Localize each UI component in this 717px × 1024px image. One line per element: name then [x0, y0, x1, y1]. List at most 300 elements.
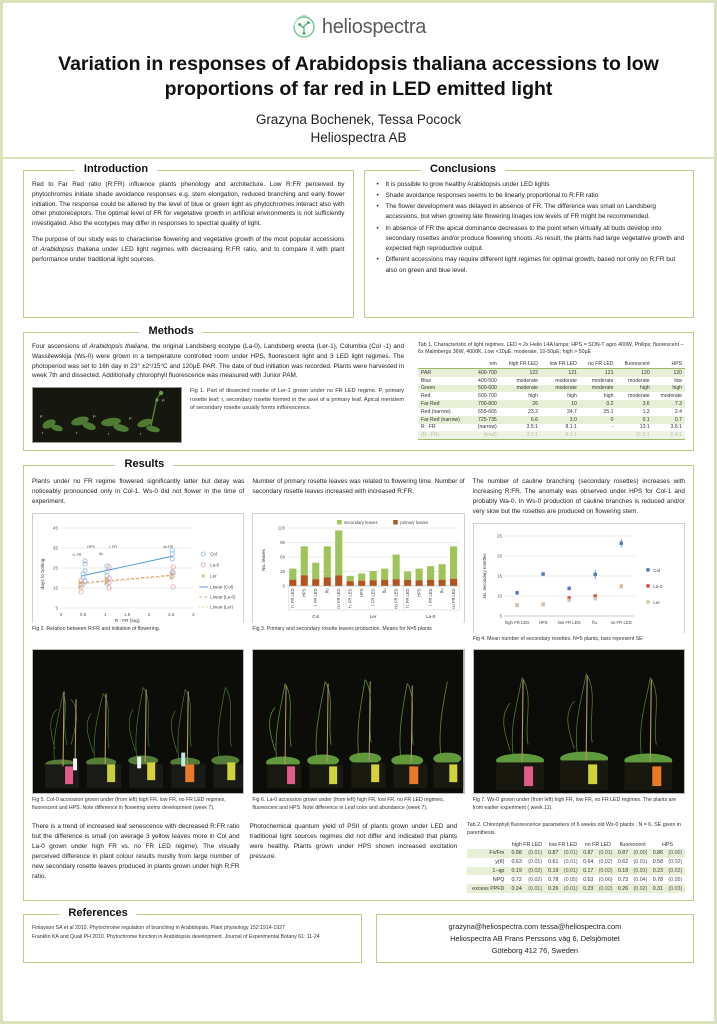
data-point — [567, 587, 570, 590]
table-cell-se: (0.01) — [563, 859, 578, 866]
col-header: no FR LED — [580, 360, 617, 369]
table-cell-value: 0.78 — [652, 876, 664, 883]
svg-text:Ler: Ler — [370, 614, 377, 620]
svg-text:l. FR LED: l. FR LED — [370, 588, 376, 607]
table-cell-se: (0.02) — [598, 859, 613, 866]
data-point — [567, 599, 570, 602]
svg-text:120: 120 — [278, 525, 286, 531]
col-0-plants-photo — [32, 649, 244, 794]
table-cell-se: (0.01) — [596, 849, 615, 858]
table-cell-se: (0.01) — [525, 849, 546, 858]
table-header-row — [467, 840, 685, 849]
conclusions-section — [364, 162, 695, 318]
bar-secondary — [290, 569, 297, 580]
tab2-wrap — [467, 822, 685, 893]
results-wrap — [3, 451, 714, 901]
results-section — [23, 458, 694, 901]
svg-text:P: P — [129, 416, 132, 422]
table-cell: high — [528, 393, 538, 400]
results-column-1 — [32, 477, 244, 643]
table-cell-se: (0.01) — [633, 859, 648, 866]
table-cell-se: (0.02) — [668, 859, 683, 866]
table-cell-value: 0.87 — [546, 849, 562, 858]
fig2-caption: Fig 2. Relation between R:FR and initiation of flowering. — [32, 626, 161, 633]
table-cell: 1.3 — [642, 408, 650, 415]
table-cell-value: 0.72 — [511, 876, 522, 883]
table-cell-value: 0.23 — [650, 867, 666, 876]
table-cell-se: (0.01) — [528, 859, 543, 866]
fig5-caption: Fig 5. Col-0 accession grown under (from left) high FR, low FR, no FR LED regimes, fluorescent and HPS. Note difference in flowering stems development (week 7). — [32, 797, 226, 811]
svg-text:Ler: Ler — [210, 573, 217, 579]
table-cell: 6.6 — [500, 416, 541, 424]
methods-text-pre: Four ascensions of — [32, 342, 90, 350]
svg-text:R : FR (log): R : FR (log) — [114, 619, 140, 625]
svg-text:flu: flu — [324, 588, 330, 594]
tab1-light-regimes-table — [418, 360, 685, 440]
results-col1-text: Plants under no FR regime flowered significantly latter but delay was noticeably pronounced only in Col-1. Ws-0 did not flower in the time of experiment. — [32, 478, 245, 506]
col-header: low FR LED — [541, 360, 580, 369]
svg-text:45: 45 — [52, 525, 59, 531]
footer-row — [3, 901, 714, 964]
table-cell: 6.4:1 — [653, 431, 685, 439]
svg-text:HPS: HPS — [359, 588, 365, 598]
fig4-caption: Fig 4. Mean number of secondary rosettes. N=5 plants, bars represent SE — [472, 636, 643, 643]
bar-secondary — [324, 547, 331, 578]
svg-text:15: 15 — [496, 573, 502, 579]
results-heading: Results — [116, 458, 174, 470]
table-cell: moderate — [555, 377, 577, 384]
table-cell-value: 0.73 — [617, 876, 629, 883]
table-row-label: Fv/Fm — [467, 849, 508, 858]
svg-text:secondary leaves: secondary leaves — [344, 520, 378, 526]
bar-primary — [313, 580, 320, 587]
svg-text:5: 5 — [55, 605, 59, 611]
table-row — [418, 369, 685, 377]
methods-heading: Methods — [140, 325, 203, 337]
table-row — [467, 867, 685, 876]
table-cell-se: (0.02) — [525, 867, 546, 876]
table-cell: high — [567, 393, 577, 400]
table-cell: Far Red (narrow) — [418, 416, 470, 424]
table-cell: 24.7 — [566, 408, 577, 415]
svg-text:l. FR: l. FR — [109, 545, 117, 550]
table-cell: moderate — [580, 385, 617, 393]
table-cell: Blue — [421, 377, 432, 384]
affiliation: Heliospectra AB — [310, 129, 407, 145]
table-cell: high — [603, 393, 614, 400]
list-item: • In absence of FR the apical dominance decreases to the point when virtually all buds develop into secondary rosettes and/or produce flowering shoots. As result, the plants had large vegetative growth and expected high reproductive output. — [386, 224, 686, 255]
fig2-chart — [32, 513, 244, 623]
table-cell: 11.5:1 — [616, 431, 652, 439]
table-cell: low — [674, 377, 682, 384]
svg-text:Col: Col — [210, 551, 217, 557]
bar-primary — [290, 580, 297, 586]
methods-text — [32, 342, 404, 382]
svg-text:high FR LED: high FR LED — [504, 620, 530, 626]
svg-text:30: 30 — [280, 569, 286, 575]
svg-text:Linear (Col): Linear (Col) — [210, 584, 234, 590]
table-row — [467, 849, 685, 858]
list-item: • Different accessions may require different light regimes for optimal growth, based not only on R:FR but also on green and blue level. — [386, 255, 686, 276]
table-cell-value: 0.63 — [511, 859, 522, 866]
col-header: fluorescent — [616, 360, 652, 369]
table-cell: Red (narrow) — [421, 408, 451, 415]
poster-header — [3, 3, 714, 159]
bar-primary — [439, 580, 446, 586]
intro-p2-post: under LED light regimes with decreasing R:FR ratio, and to compare it with plant performance under traditional light sources. — [32, 246, 345, 264]
table-cell-value: 0.19 — [546, 867, 562, 876]
table-cell-value: 0.26 — [546, 884, 562, 893]
svg-text:Linear (Ler): Linear (Ler) — [210, 604, 233, 610]
table-cell-se: (0.06) — [598, 876, 613, 883]
svg-text:flu.: flu. — [591, 620, 598, 626]
table-cell-value: 0.18 — [615, 867, 631, 876]
table-cell-value: 0.31 — [650, 884, 666, 893]
table-cell: (R : FR) — [418, 431, 470, 439]
col-header: HPS — [662, 841, 674, 848]
table-row-label: y(II) — [495, 859, 505, 866]
table-row — [467, 875, 685, 884]
bar-primary — [404, 580, 411, 586]
bottom-text-left — [32, 822, 240, 893]
svg-text:La-0: La-0 — [426, 614, 436, 620]
svg-text:HPS: HPS — [87, 545, 95, 550]
list-item: • Shade avoidance responses seems to be linearly proportional to R:FR ratio — [386, 191, 686, 201]
fig3-chart — [252, 513, 464, 623]
svg-text:h. FR LED: h. FR LED — [290, 588, 296, 608]
bar-secondary — [336, 531, 343, 576]
table-cell: high — [653, 385, 685, 393]
table-cell: 121 — [580, 369, 617, 377]
svg-text:2.5: 2.5 — [168, 612, 175, 618]
introduction-paragraph-2 — [32, 235, 345, 265]
introduction-paragraph-1: Red to Far Red ratio (R:FR) influence plants phenology and architecture. Low R:FR perceived by phytochromes initiate shade avoidance responses e.g. stem elongation, reduced branching and early flower initiation. The response could be altered by the level of blue or green light as phytochromes interact also with other photoreceptors. The optimal level of FR for vegetative growth in artificial environments is not sufficiently investigated. Also the ecotypes may differ in responses to spectral quality of light. — [32, 180, 345, 228]
table-cell: 120 — [616, 369, 652, 377]
table-cell: 8.1:1 — [565, 424, 577, 431]
fig4-svg — [474, 524, 684, 634]
svg-text:3: 3 — [191, 612, 195, 618]
contact-address-line-1: Heliospectra AB Frans Perssons väg 6, Delsjömotet — [450, 933, 620, 943]
svg-text:P: P — [93, 414, 96, 420]
brand-name: heliospectra — [321, 15, 427, 38]
table-cell: 2.4 — [674, 408, 682, 415]
intro-p2-pre: The purpose of our study was to characterise flowering and vegetative growth of the most popular accessions of — [32, 236, 345, 254]
fluorescence-text: Photochemical quantum yield of PSII of plants grown under LED and traditional light sources regimes did not differ and indicated that plants were healthy. Plants grown under HPS shown increased excitation pressure. — [249, 822, 458, 860]
brand-logo — [3, 12, 714, 42]
introduction-section — [23, 162, 354, 318]
table-cell: 3.0 — [541, 416, 580, 424]
table-cell: - — [580, 431, 617, 439]
senescence-text: There is a trend of increased leaf senescence with decreased R:FR ratio but the difference is small (on average 3 yellow leaves more in Col and La-0 grown under high FR vs. no FR LED regime). The visually perceived difference in plant colour results mostly from large number of new secondary rosette leaves produced in plants grown under high R:FR ratio. — [32, 822, 240, 880]
svg-text:1: 1 — [103, 612, 107, 618]
table-row-label: NPQ — [492, 876, 505, 883]
table-cell-se: (0.01) — [525, 884, 546, 893]
bar-secondary — [370, 571, 377, 580]
table-cell: - — [611, 424, 614, 431]
svg-text:No. leaves: No. leaves — [261, 549, 267, 572]
col-header: low FR LED — [548, 841, 578, 848]
table-cell: moderate — [516, 377, 538, 384]
svg-text:25: 25 — [52, 565, 59, 571]
bottom-row — [32, 812, 685, 893]
table-cell-value: 0.63 — [583, 876, 594, 883]
contact-section — [376, 914, 694, 964]
table-row — [418, 385, 685, 393]
data-point — [619, 585, 622, 588]
svg-text:20: 20 — [496, 553, 502, 559]
svg-text:h. FR LED: h. FR LED — [347, 588, 353, 608]
table-cell-value: 0.19 — [508, 867, 525, 876]
photo-cell-fig6 — [252, 649, 464, 812]
tab2-caption: Tab 2. Chlorophyll fluorescence parameters of 6 weeks old Ws-0 plants . N = 6, SE given in parenthesis. — [467, 821, 681, 836]
references-section — [23, 906, 362, 964]
table-cell-se: (0.01) — [561, 849, 580, 858]
table-cell: 0.1 — [616, 416, 652, 424]
svg-text:P: P — [40, 414, 43, 420]
table-cell-value: 0.86 — [650, 849, 666, 858]
bar-secondary — [427, 567, 434, 581]
svg-text:l. FR LED: l. FR LED — [428, 588, 434, 607]
table-cell-value: 0.88 — [508, 849, 525, 858]
bar-secondary — [347, 576, 354, 581]
bar-primary — [336, 576, 343, 587]
photo-row — [32, 643, 685, 812]
bar-secondary — [416, 569, 423, 581]
authors: Grazyna Bochenek, Tessa Pocock — [255, 111, 462, 127]
data-point — [515, 604, 518, 607]
photo-cell-fig7 — [473, 649, 685, 812]
heliospectra-leaf-circuit-logo-icon — [291, 14, 317, 40]
table-cell: 26 — [500, 400, 541, 408]
table-cell: 3.5:1 — [526, 424, 538, 431]
svg-text:0.5: 0.5 — [79, 612, 87, 618]
svg-text:0: 0 — [59, 612, 63, 618]
conclusions-heading: Conclusions — [421, 163, 505, 175]
photo-cell-fig5 — [32, 649, 244, 812]
table-cell-se: (0.05) — [668, 876, 683, 883]
ws-0-plants-photo — [473, 649, 685, 794]
bar-primary — [301, 576, 308, 587]
table-cell-se: (0.02) — [666, 867, 685, 876]
svg-text:no FR LED: no FR LED — [451, 588, 457, 610]
page-title: Variation in responses of Arabidopsis thaliana accessions to low proportions of far red in LED emitted light — [58, 53, 659, 101]
bar-secondary — [301, 547, 308, 576]
svg-text:flu: flu — [99, 552, 104, 557]
contact-emails[interactable]: grazyna@heliospectra.com tessa@heliospectra.com — [448, 921, 622, 931]
intro-conclusions-row — [3, 159, 714, 318]
table-cell: 23.2 — [528, 408, 538, 415]
bar-secondary — [358, 574, 365, 581]
table-header-row — [418, 360, 685, 369]
table-cell-se: (0.05) — [563, 876, 578, 883]
table-cell: 0.7 — [653, 416, 685, 424]
svg-text:No. secondary rosettes: No. secondary rosettes — [481, 553, 487, 599]
table-cell: 122 — [500, 369, 541, 377]
table-cell: 7.3 — [653, 400, 685, 408]
table-cell-se: (0.02) — [631, 884, 650, 893]
table-cell: 121 — [541, 369, 580, 377]
table-cell-se: (0.02) — [596, 884, 615, 893]
col-header — [418, 360, 470, 369]
table-cell-se: (0.01) — [561, 867, 580, 876]
table-row — [418, 392, 685, 400]
svg-text:25: 25 — [496, 533, 502, 539]
tab2-chlorophyll-table — [467, 840, 685, 893]
table-cell: moderate — [591, 377, 614, 384]
svg-text:Linear (La-0): Linear (La-0) — [210, 594, 236, 600]
svg-text:no FR LED: no FR LED — [393, 588, 399, 610]
results-column-3 — [473, 477, 685, 643]
table-row-label: excess PPFD — [467, 884, 508, 893]
table-cell: moderate — [500, 385, 541, 393]
table-cell: 8.1:1 — [541, 431, 580, 439]
table-row — [418, 408, 685, 416]
data-point — [541, 572, 544, 575]
svg-text:flu: flu — [439, 588, 445, 594]
table-cell: 500-600 — [470, 385, 499, 393]
fig4-chart — [473, 523, 685, 633]
table-row-label: 1−qp — [467, 867, 508, 876]
table-cell: 13:1 — [639, 424, 650, 431]
svg-text:P: P — [162, 398, 165, 404]
table-cell: moderate — [628, 393, 650, 400]
table-cell-se: (0.00) — [666, 849, 685, 858]
dissected-rosette-photo — [32, 387, 182, 443]
list-item: • It is possible to grow healthy Arabidopsis under LED lights — [386, 180, 686, 190]
data-point — [515, 591, 518, 594]
table-cell-value: 0.87 — [615, 849, 631, 858]
col-header — [467, 840, 508, 849]
table-cell: 0 — [580, 416, 617, 424]
fig3-caption: Fig 3. Primary and secondary rosette leaves production. Means for N=5 plants — [252, 626, 432, 633]
methods-wrap — [3, 318, 714, 452]
results-col3-text: The number of cauline branching (secondary rosettes) increases with increasing R:FR. The anomaly was observed under HPS for Col-1 and probably Wa-0. In Ws-0 production of cauline branches is reduced and/or very slow but the rosettes are produced on flowering stem. — [472, 478, 685, 516]
svg-text:35: 35 — [52, 545, 59, 551]
svg-text:h. FR: h. FR — [72, 553, 82, 558]
table-cell: 655-665 — [478, 408, 497, 415]
fig3-svg — [253, 514, 463, 624]
table-row — [467, 858, 685, 867]
svg-text:5: 5 — [499, 613, 502, 619]
table-cell: (narrow) — [477, 424, 497, 431]
svg-text:Col: Col — [312, 614, 320, 620]
bar-primary — [324, 578, 331, 587]
table-cell-value: 0.62 — [617, 859, 629, 866]
table-cell: moderate — [628, 377, 650, 384]
table-row — [418, 377, 685, 385]
col-header: nm — [470, 360, 499, 369]
table-cell-se: (0.01) — [561, 884, 580, 893]
svg-text:10: 10 — [496, 593, 502, 599]
bar-primary — [427, 580, 434, 586]
svg-text:h. FR LED: h. FR LED — [405, 588, 411, 608]
table-cell: R : FR — [421, 424, 436, 431]
fig7-caption: Fig 7. Ws-0 grown under (from left) high FR, low FR, no FR LED regimes. The plants are from earlier experiment ( week 11). — [472, 797, 677, 811]
table-cell: (total) — [470, 431, 499, 439]
table-cell: 25.1 — [603, 408, 614, 415]
methods-text-post: , the original Landsberg ecotype (La-0), Landsberg erecta (Ler-1), Columbia (Col -1) and Wassilewskija (Ws-0) were grown in a temperature controlled room under HPS, fluorescent light and 3 LED light regimes. The photoperiod was set to 16h day in 23° ±2°/15°C and 120µE PAR. The date of bud initiation was recorded. Plants were harvested in week 7th and dissected. Additionally chlorophyll fluorescence was measured with Junior PAM. — [32, 342, 404, 380]
bar-secondary — [313, 563, 320, 579]
svg-text:HPS: HPS — [302, 588, 308, 598]
contact-address-line-2: Göteborg 412 76, Sweden — [491, 945, 579, 955]
svg-text:1.5: 1.5 — [123, 612, 131, 618]
table-cell-value: 0.17 — [580, 867, 596, 876]
bar-primary — [370, 581, 377, 587]
fig6-caption: Fig 6. La-0 accession grown under (from left) high FR, low FR, no FR LED regimes, fluorescent and HPS. Note difference in Leaf color and abundance (week 7). — [252, 797, 445, 811]
table-cell-se: (0.03) — [666, 884, 685, 893]
introduction-heading: Introduction — [75, 163, 157, 175]
reference-item: Franklin KA and Quail PH 2010. Phytochrome function in Arabidopsis development. Journal of Experimental Botany 61: 11-24 — [32, 934, 320, 941]
bar-secondary — [393, 555, 400, 580]
data-point — [593, 573, 596, 576]
intro-p2-italic: Arabidopsis thaliana — [40, 246, 100, 254]
list-item: • The flower development was delayed in absence of FR. The difference was small on Landsberg accessions, but when growing late flowering linages low levels of FR might be recommended. — [386, 202, 686, 223]
results-column-2 — [252, 477, 464, 643]
table-cell: 120 — [653, 369, 685, 377]
table-cell-value: 0.64 — [583, 859, 594, 866]
bar-secondary — [439, 565, 446, 580]
fig2-svg — [33, 514, 243, 624]
table-cell: 700-800 — [470, 400, 499, 408]
bar-primary — [381, 580, 388, 586]
table-cell-se: (0.02) — [596, 867, 615, 876]
table-cell: 600-700 — [478, 393, 497, 400]
svg-text:La-0: La-0 — [210, 562, 220, 568]
la-0-plants-photo — [252, 649, 464, 794]
svg-text:HPS: HPS — [416, 588, 422, 598]
table-cell: 725-735 — [470, 416, 499, 424]
table-cell: 400-700 — [470, 369, 499, 377]
svg-text:2: 2 — [147, 612, 151, 618]
svg-text:r: r — [76, 430, 78, 436]
table-row — [418, 424, 685, 432]
svg-text:La-0: La-0 — [652, 583, 663, 589]
svg-text:low FR LED: low FR LED — [557, 620, 581, 626]
table-cell: 3.2:1 — [500, 431, 541, 439]
table-row — [418, 400, 685, 408]
results-col2-text: Number of primary rosette leaves was related to flowering time. Number of secondary rosette leaves increased with increased R:FR. — [252, 478, 465, 496]
table-row — [467, 884, 685, 893]
bar-primary — [416, 581, 423, 587]
data-point — [541, 603, 544, 606]
table-row — [418, 431, 685, 439]
bar-primary — [347, 582, 354, 587]
table-cell-value: 0.78 — [548, 876, 559, 883]
fig1-caption: Fig 1. Part of dissected rosette of Ler-1 grown under no FR LED regime. P, primary rosette leaf; r, secondary rosette formed in the axel of a primary leaf. Apical meristem of secondary rosette usually forms inflorescence. — [190, 388, 404, 412]
table-cell: 10 — [541, 400, 580, 408]
references-heading: References — [59, 907, 136, 919]
svg-text:l. FR LED: l. FR LED — [313, 588, 319, 607]
bar-primary — [450, 579, 457, 586]
svg-text:r: r — [108, 431, 110, 437]
bar-secondary — [404, 572, 411, 580]
table-cell-se: (0.01) — [631, 867, 650, 876]
col-header: high FR LED — [511, 841, 543, 848]
col-header: no FR LED — [584, 841, 611, 848]
bar-secondary — [450, 547, 457, 579]
svg-text:15: 15 — [52, 585, 59, 591]
svg-text:no FR LED: no FR LED — [610, 620, 632, 626]
table-cell-value: 0.61 — [548, 859, 559, 866]
methods-text-italic: Arabidopsis thaliana — [89, 342, 148, 350]
table-cell-value: 0.23 — [580, 884, 596, 893]
tab1-caption: Tab 1. Characteristic of light regimes. LED = 2x Helio L4A lamps; HPS = SON-T agro 400W, Philips; fluorescent – 6x Malmbergs 36W, 4000K. Low <10µE; moderate, 10-50µE; high > 50µE — [418, 341, 684, 356]
methods-section — [23, 324, 694, 452]
table-cell: 3.6 — [616, 400, 652, 408]
table-cell: 400-500 — [478, 377, 497, 384]
table-cell-value: 0.26 — [615, 884, 631, 893]
svg-text:r: r — [140, 431, 142, 437]
